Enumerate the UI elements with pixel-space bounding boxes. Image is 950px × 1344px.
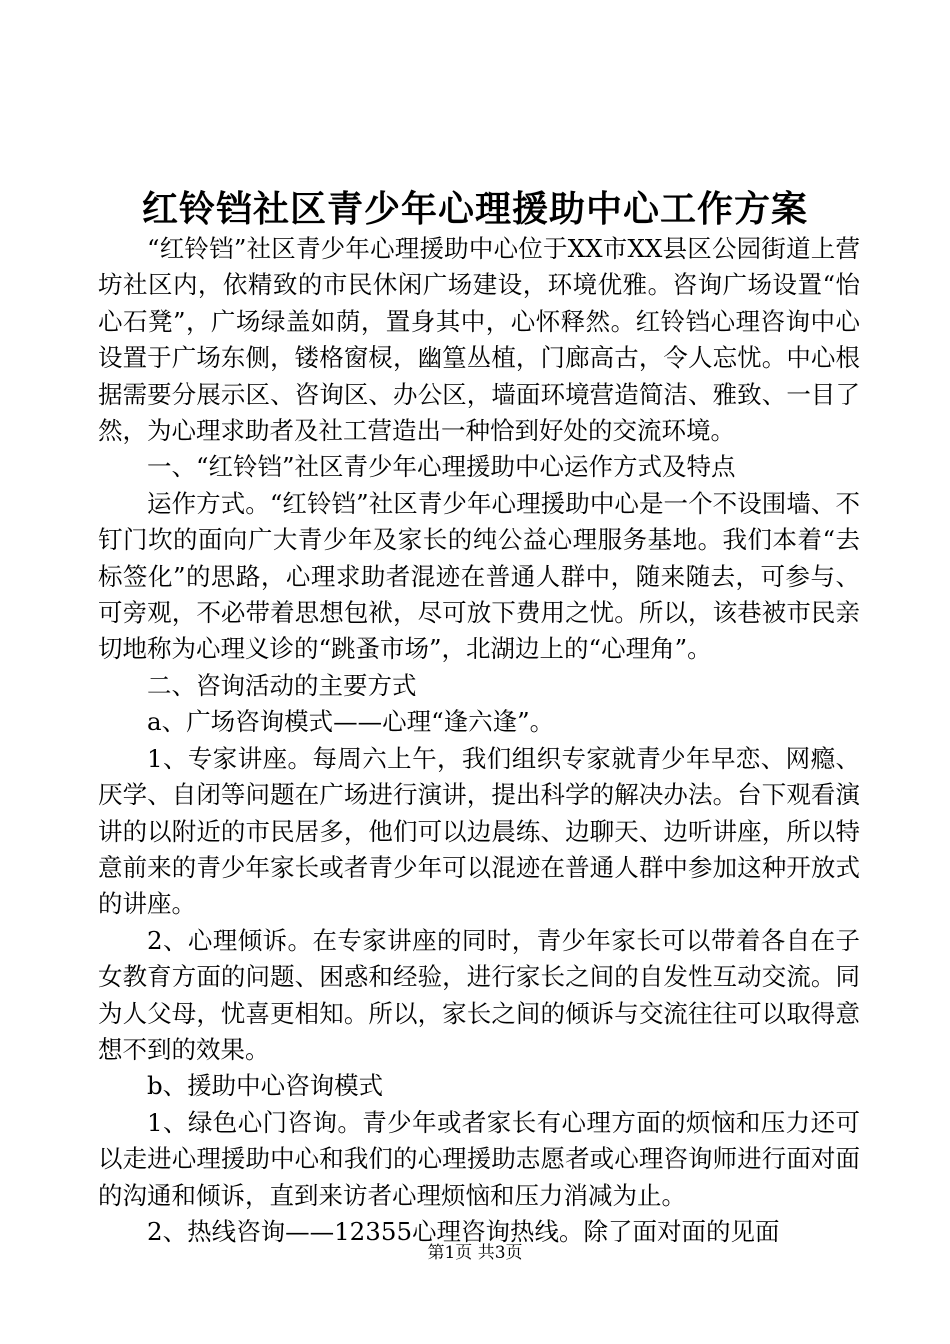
paragraph-operation: 运作方式。“红铃铛”社区青少年心理援助中心是一个不设围墙、不钉门坎的面向广大青少年及家长的纯公益心理服务基地。我们本着“去标签化”的思路，心理求助者混迹在普通人群中，随来随去，可参与、可旁观，不必带着思想包袱，尽可放下费用之忧。所以，该巷被市民亲切地称为心理义诊的“跳蚤市场”，北湖边上的“心理角”。 (98, 488, 860, 664)
section-heading-2: 二、咨询活动的主要方式 (147, 670, 417, 700)
section-heading-1: 一、“红铃铛”社区青少年心理援助中心运作方式及特点 (147, 452, 736, 482)
paragraph-hotline: 2、热线咨询——12355心理咨询热线。除了面对面的见面 (147, 1216, 780, 1246)
page-footer: 第1页 共3页 (427, 1243, 523, 1263)
paragraph-intro: “红铃铛”社区青少年心理援助中心位于XX市XX县区公园街道上营坊社区内，依精致的市民休闲广场建设，环境优雅。咨询广场设置“怡心石凳”，广场绿盖如荫，置身其中，心怀释然。红铃铛心理咨询中心设置于广场东侧，镂格窗棂，幽篁丛植，门廊高古，令人忘忧。中心根据需要分展示区、咨询区、办公区，墙面环境营造简洁、雅致、一目了然，为心理求助者及社工营造出一种恰到好处的交流环境。 (98, 234, 860, 446)
subsection-heading-b: b、援助中心咨询模式 (147, 1071, 384, 1101)
paragraph-psych-talk: 2、心理倾诉。在专家讲座的同时，青少年家长可以带着各自在子女教育方面的问题、困惑和经验，进行家长之间的自发性互动交流。同为人父母，忧喜更相知。所以，家长之间的倾诉与交流往往可以取得意想不到的效果。 (98, 925, 860, 1064)
document-body (98, 231, 860, 1250)
paragraph-expert-lecture: 1、专家讲座。每周六上午，我们组织专家就青少年早恋、网瘾、厌学、自闭等问题在广场进行演讲，提出科学的解决办法。台下观看演讲的以附近的市民居多，他们可以边晨练、边聊天、边听讲座，所以特意前来的青少年家长或者青少年可以混迹在普通人群中参加这种开放式的讲座。 (98, 743, 860, 919)
paragraph-green-door: 1、绿色心门咨询。青少年或者家长有心理方面的烦恼和压力还可以走进心理援助中心和我们的心理援助志愿者或心理咨询师进行面对面的沟通和倾诉，直到来访者心理烦恼和压力消减为止。 (98, 1107, 860, 1210)
document-title: 红铃铛社区青少年心理援助中心工作方案 (141, 188, 808, 230)
subsection-heading-a: a、广场咨询模式——心理“逢六逢”。 (147, 707, 555, 737)
